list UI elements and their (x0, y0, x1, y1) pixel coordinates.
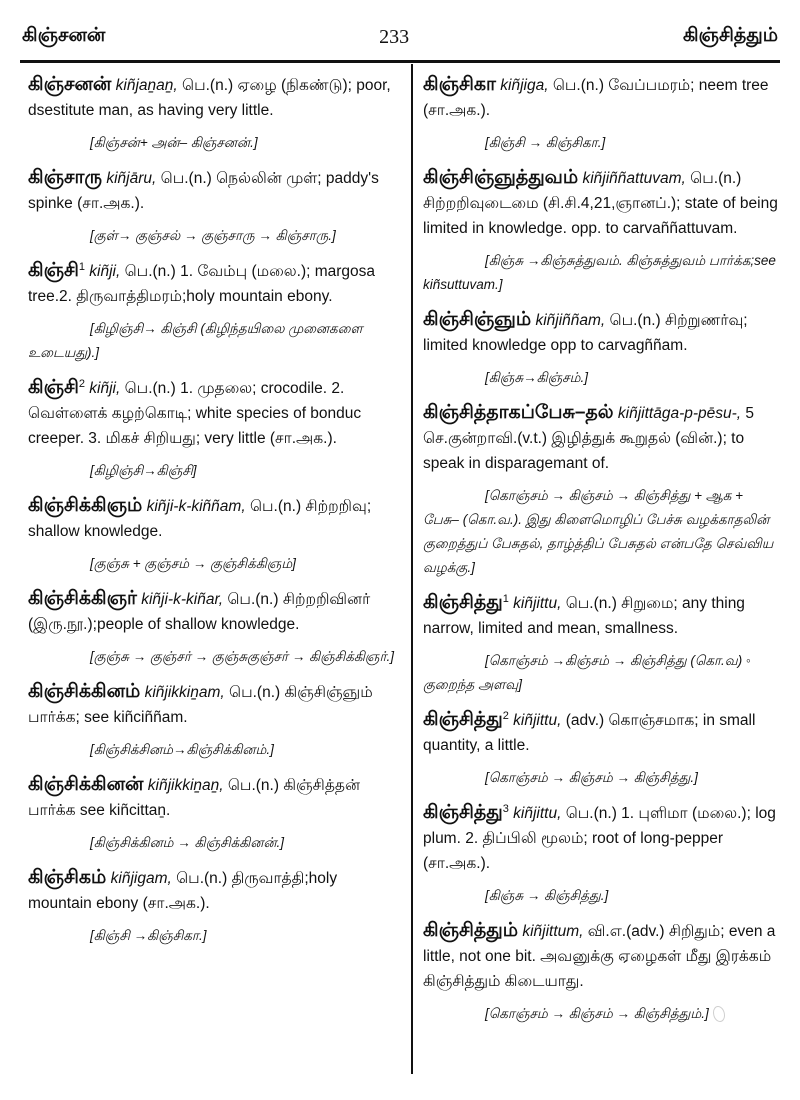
entry-definition: பெ.(n.) சிற்றுணர்வு; limited knowledge opp to carvagññam. (423, 312, 748, 354)
entry-kinjikkinar (28, 586, 402, 669)
entry-kinjikkinnam (28, 493, 402, 576)
entry-definition: பெ.(n.) சிற்றறிவு; shallow knowledge. (28, 498, 372, 540)
right-column (423, 72, 779, 1036)
entry-definition: பெ.(n.) 1. புளிமா (மலை.); log plum. 2. திப்பிலி மூலம்; root of long-pepper (சா.அக.). (423, 805, 776, 872)
entry-headword: கிஞ்சிக்கிஞம் (28, 495, 143, 516)
entry-etymology: [கிழிஞ்சி→ கிஞ்சி (கிழிந்தயிலை முனைகளை உடையது).] (28, 321, 363, 360)
entry-headword: கிஞ்சிஞ்ஞுத்துவம் (423, 167, 579, 188)
page-header (22, 22, 778, 52)
entry-etymology: [கிஞ்சு→கிஞ்சம்.] (485, 370, 589, 385)
entry-definition: (adv.) கொஞ்சமாக; in small quantity, a little. (423, 712, 756, 754)
entry-transliteration: kiñji-k-kiñar, (141, 591, 224, 608)
entry-etymology: [கிழிஞ்சி→கிஞ்சி] (90, 463, 197, 478)
entry-headword: கிஞ்சிக்கினம் (28, 681, 141, 702)
entry-headword: கிஞ்சனன் (28, 74, 112, 95)
entry-definition: பெ.(n.) 1. முதலை; crocodile. 2. வெள்ளைக் கழற்கொடி; white species of bonduc creeper. 3. மிகச் சிறியது; very little (சா.அக.). (28, 380, 362, 447)
entry-definition: பெ.(n.) ஏழை (நிகண்டு); poor, dsestitute man, as having very little. (28, 77, 391, 119)
entry-definition: பெ.(n.) கிஞ்சித்தன் பார்க்க see kiñcittaṉ. (28, 777, 361, 819)
entry-headword: கிஞ்சி (28, 260, 79, 281)
entry-headword: கிஞ்சித்து (423, 802, 503, 823)
entry-headword: கிஞ்சி (28, 377, 79, 398)
entry-definition: பெ.(n.) வேப்பமரம்; neem tree (சா.அக.). (423, 77, 769, 119)
entry-transliteration: kiñjittu, (513, 595, 562, 612)
entry-transliteration: kiñjāru, (106, 170, 157, 187)
entry-etymology: [கிஞ்சி → கிஞ்சிகா.] (485, 135, 606, 150)
entry-kinjittu-3: கிஞ்சித்து$^3$ kiñjittu, பெ.(n.) 1. புளிமா (மலை.); log plum. 2. திப்பிலி மூலம்; root of long-pepper (சா.அக.). [கிஞ்சு → கிஞ்சித்து.] (423, 800, 779, 908)
entry-kinjikkinan (28, 772, 402, 855)
entry-definition: 5 செ.குன்றாவி.(v.t.) இழித்துக் கூறுதல் (வின்.); to speak in disparagemant of. (423, 405, 755, 472)
entry-transliteration: kiñjiññam, (535, 312, 606, 329)
entry-headword: கிஞ்சித்தாகப்பேசு–தல் (423, 402, 614, 423)
entry-headword: கிஞ்சிகம் (28, 867, 107, 888)
entry-kinjikkinam (28, 679, 402, 762)
entry-definition: பெ.(n.) கிஞ்சிஞ்ஞும் பார்க்க; see kiñciññam. (28, 684, 373, 726)
entry-transliteration: kiñji, (89, 263, 121, 280)
entry-kinjaru (28, 165, 402, 248)
entry-definition: பெ.(n.) சிற்றறிவினர் (இரு.நூ.);people of shallow knowledge. (28, 591, 371, 633)
header-left-headword: கிஞ்சனன் (22, 25, 106, 46)
entry-kinji-1: கிஞ்சி$^1$ kiñji, பெ.(n.) 1. வேம்பு (மலை.); margosa tree.2. திருவாத்திமரம்;holy mountain ebony. [கிழிஞ்சி→ கிஞ்சி (கிழிந்தயிலை முனைகளை உடையது).] (28, 258, 402, 365)
entry-transliteration: kiñji, (89, 380, 121, 397)
entry-etymology: [கிஞ்சிக்கினம் → கிஞ்சிக்கினன்.] (90, 835, 285, 850)
entry-etymology: [கிஞ்சு →கிஞ்சுத்துவம். கிஞ்சுத்துவம் பார்க்க;see kiñsuttuvam.] (423, 253, 776, 292)
entry-headword: கிஞ்சித்தும் (423, 920, 518, 941)
entry-transliteration: kiñjiññattuvam, (582, 170, 686, 187)
entry-etymology: [கொஞ்சம் → கிஞ்சம் → கிஞ்சித்து.] (485, 770, 698, 785)
entry-etymology: [குஞ்சு + குஞ்சம் → குஞ்சிக்கிஞம்] (90, 556, 296, 571)
entry-transliteration: kiñjikkiṉaṉ, (147, 777, 224, 794)
left-column (28, 72, 402, 958)
entry-etymology: [குஞ்சு → குஞ்சர் → குஞ்சுகுஞ்சர் → கிஞ்சிக்கிஞர்.] (90, 649, 394, 664)
entry-transliteration: kiñjittum, (522, 923, 584, 940)
entry-headword: கிஞ்சிகா (423, 74, 496, 95)
entry-transliteration: kiñjittu, (513, 805, 562, 822)
entry-etymology: [குள்→ குஞ்சல் → குஞ்சாரு → கிஞ்சாரு.] (90, 228, 336, 243)
entry-kinjittagappesu (423, 400, 779, 580)
header-right-headword: கிஞ்சித்தும் (682, 25, 778, 46)
entry-definition: பெ.(n.) 1. வேம்பு (மலை.); margosa tree.2. திருவாத்திமரம்;holy mountain ebony. (28, 263, 376, 305)
entry-etymology: [கொஞ்சம் → கிஞ்சம் → கிஞ்சித்து + ஆக + பேசு– (கொ.வ.). இது கிளைமொழிப் பேச்சு வழக்காதலின் குறைத்துப் பேசுதல், தாழ்த்திப் பேசுதல் என்பதே செவ்விய வழக்கு.] (423, 488, 774, 575)
entry-definition: வி.எ.(adv.) சிறிதும்; even a little, not one bit. அவனுக்கு ஏழைகள் மீது இரக்கம் கிஞ்சித்தும் கிடையாது. (423, 923, 776, 990)
entry-kinjittu-1: கிஞ்சித்து$^1$ kiñjittu, பெ.(n.) சிறுமை; any thing narrow, limited and mean, smallness. [கொஞ்சம் →கிஞ்சம் → கிஞ்சித்து (கொ.வ) ◦ குறைந்த அளவு] (423, 590, 779, 697)
entry-kinjigam (28, 865, 402, 948)
entry-kinji-2: கிஞ்சி$^2$ kiñji, பெ.(n.) 1. முதலை; crocodile. 2. வெள்ளைக் கழற்கொடி; white species of bonduc creeper. 3. மிகச் சிறியது; very little (சா.அக.). [கிழிஞ்சி→கிஞ்சி] (28, 375, 402, 483)
entry-transliteration: kiñjittu, (513, 712, 562, 729)
entry-etymology: [கிஞ்சிக்சினம்→கிஞ்சிக்கினம்.] (90, 742, 274, 757)
entry-transliteration: kiñjigam, (110, 870, 172, 887)
entry-headword: கிஞ்சிக்கினன் (28, 774, 144, 795)
entry-transliteration: kiñjikkiṉam, (144, 684, 225, 701)
entry-etymology: [கிஞ்சி →கிஞ்சிகா.] (90, 928, 207, 943)
entry-headword: கிஞ்சித்து (423, 592, 503, 613)
entry-etymology: [கொஞ்சம் → கிஞ்சம் → கிஞ்சித்தும்.] (423, 1002, 779, 1026)
page-number: 233 (379, 25, 410, 48)
header-rule (20, 60, 780, 63)
entry-transliteration: kiñjiga, (500, 77, 549, 94)
entry-transliteration: kiñji-k-kiññam, (146, 498, 246, 515)
entry-definition: பெ.(n.) நெல்லின் முள்; paddy's spinke (சா.அக.). (28, 170, 379, 212)
entry-transliteration: kiñjittāga-p-pēsu-, (617, 405, 742, 422)
smudge-mark-icon (713, 1006, 725, 1022)
entry-kinjiga (423, 72, 779, 155)
entry-kinjinnattuvam (423, 165, 779, 297)
entry-headword: கிஞ்சிக்கிஞர் (28, 588, 137, 609)
entry-kinjittu-2: கிஞ்சித்து$^2$ kiñjittu, (adv.) கொஞ்சமாக; in small quantity, a little. [கொஞ்சம் → கிஞ்சம் → கிஞ்சித்து.] (423, 707, 779, 790)
entry-definition: பெ.(n.) சிறுமை; any thing narrow, limited and mean, smallness. (423, 595, 745, 637)
entry-definition: பெ.(n.) சிற்றறிவுடைமை (சி.சி.4,21,ஞானப்.); state of being limited in knowledge. opp. to carvaññattuvam. (423, 170, 778, 237)
entry-definition: பெ.(n.) திருவாத்தி;holy mountain ebony (சா.அக.). (28, 870, 338, 912)
column-divider (411, 64, 413, 1074)
entry-kinjittum (423, 918, 779, 1026)
entry-headword: கிஞ்சிஞ்ஞும் (423, 309, 532, 330)
entry-etymology: [கிஞ்சு → கிஞ்சித்து.] (485, 888, 609, 903)
entry-headword: கிஞ்சித்து (423, 709, 503, 730)
entry-etymology: [கிஞ்சன்+ அன்– கிஞ்சனன்.] (90, 135, 258, 150)
entry-transliteration: kiñjaṉaṉ, (115, 77, 178, 94)
entry-kinjanan (28, 72, 402, 155)
entry-headword: கிஞ்சாரு (28, 167, 103, 188)
entry-etymology: [கொஞ்சம் →கிஞ்சம் → கிஞ்சித்து (கொ.வ) ◦ குறைந்த அளவு] (423, 653, 751, 692)
entry-kinjinnam (423, 307, 779, 390)
